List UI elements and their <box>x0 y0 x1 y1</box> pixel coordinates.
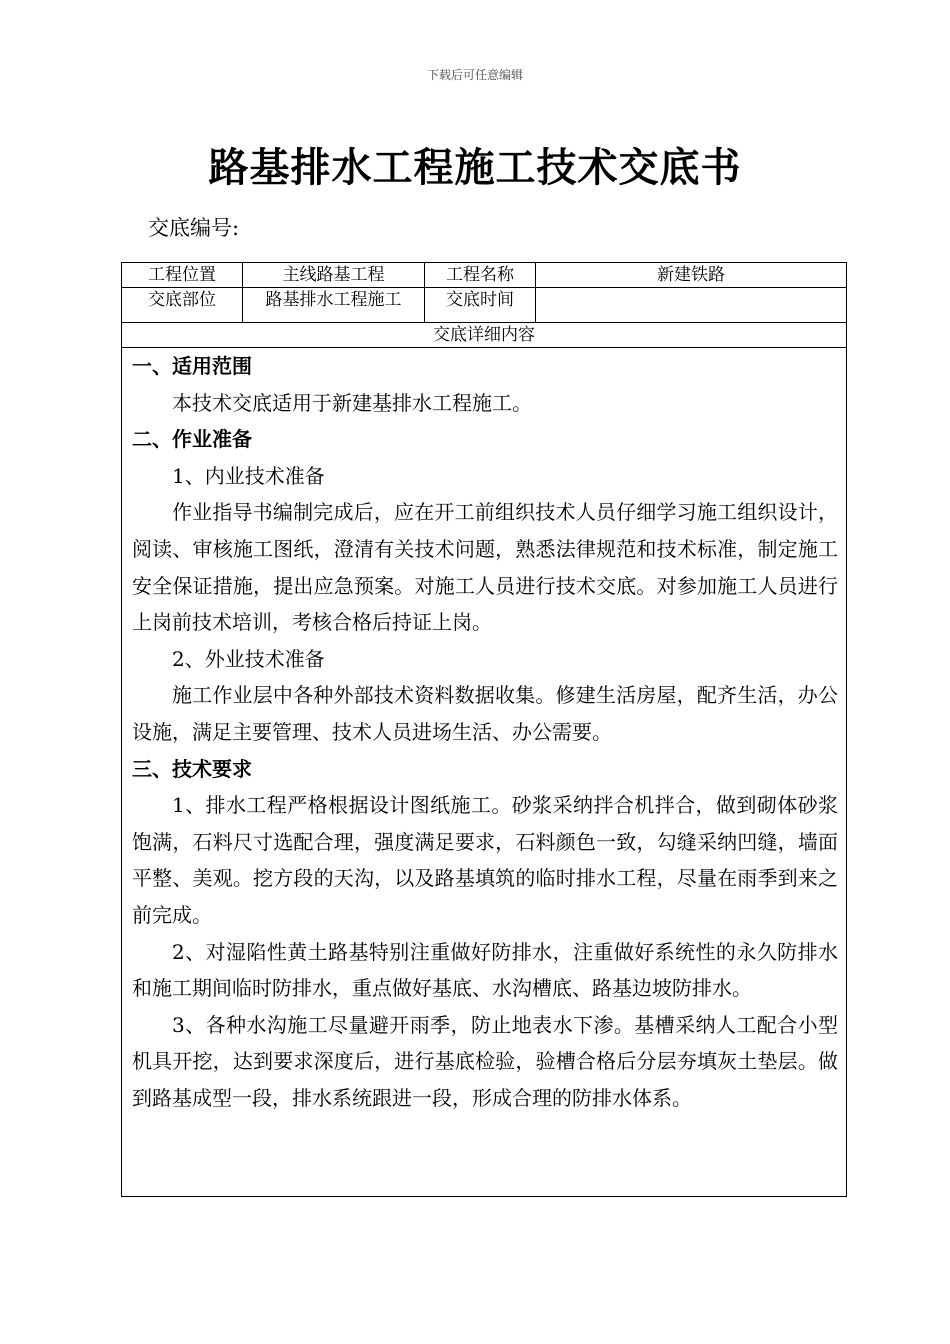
part-label: 交底部位 <box>122 288 243 323</box>
sub-heading: 1、内业技术准备 <box>172 463 325 488</box>
paragraph: 3、各种水沟施工尽量避开雨季，防止地表水下渗。基槽采纳人工配合小型机具开挖，达到要求深度后，进行基底检验，验槽合格后分层夯填灰土垫层。做到路基成型一段，排水系统跟进一段，形成合理的防排水体系。 <box>132 1012 838 1110</box>
position-value: 主线路基工程 <box>243 263 425 288</box>
section-heading: 二、作业准备 <box>132 427 252 452</box>
time-value <box>536 288 847 323</box>
paragraph: 本技术交底适用于新建基排水工程施工。 <box>172 390 532 415</box>
header-note: 下载后可任意编辑 <box>426 68 523 82</box>
paragraph: 施工作业层中各种外部技术资料数据收集。修建生活房屋，配齐生活，办公设施，满足主要管理、技术人员进场生活、办公需要。 <box>132 683 838 744</box>
position-label: 工程位置 <box>122 263 243 288</box>
table-row <box>122 263 847 288</box>
table-row <box>122 288 847 323</box>
sub-heading: 2、外业技术准备 <box>172 646 325 671</box>
project-name-label: 工程名称 <box>425 263 536 288</box>
paragraph: 2、对湿陷性黄土路基特别注重做好防排水，注重做好系统性的永久防排水和施工期间临时防排水，重点做好基底、水沟槽底、路基边坡防排水。 <box>132 939 838 1001</box>
table-row <box>122 323 847 348</box>
project-name-value: 新建铁路 <box>536 263 847 288</box>
section-heading: 一、适用范围 <box>132 354 252 378</box>
disclosure-table <box>121 262 847 1197</box>
details-header: 交底详细内容 <box>122 323 847 348</box>
paragraph: 1、排水工程严格根据设计图纸施工。砂浆采纳拌合机拌合，做到砌体砂浆饱满，石料尺寸选配合理，强度满足要求，石料颜色一致，勾缝采纳凹缝，墙面平整、美观。挖方段的天沟，以及路基填筑的临时排水工程，尽量在雨季到来之前完成。 <box>132 793 838 927</box>
document-title: 路基排水工程施工技术交底书 <box>208 144 742 191</box>
details-content <box>122 348 847 1197</box>
section-heading: 三、技术要求 <box>132 756 252 781</box>
time-label: 交底时间 <box>425 288 536 323</box>
table-row <box>122 348 847 1197</box>
paragraph: 作业指导书编制完成后，应在开工前组织技术人员仔细学习施工组织设计，阅读、审核施工图纸，澄清有关技术问题，熟悉法律规范和技术标准，制定施工安全保证措施，提出应急预案。对施工人员进行技术交底。对参加施工人员进行上岗前技术培训，考核合格后持证上岗。 <box>132 500 838 635</box>
doc-number-label: 交底编号: <box>148 216 240 240</box>
part-value: 路基排水工程施工 <box>243 288 425 323</box>
